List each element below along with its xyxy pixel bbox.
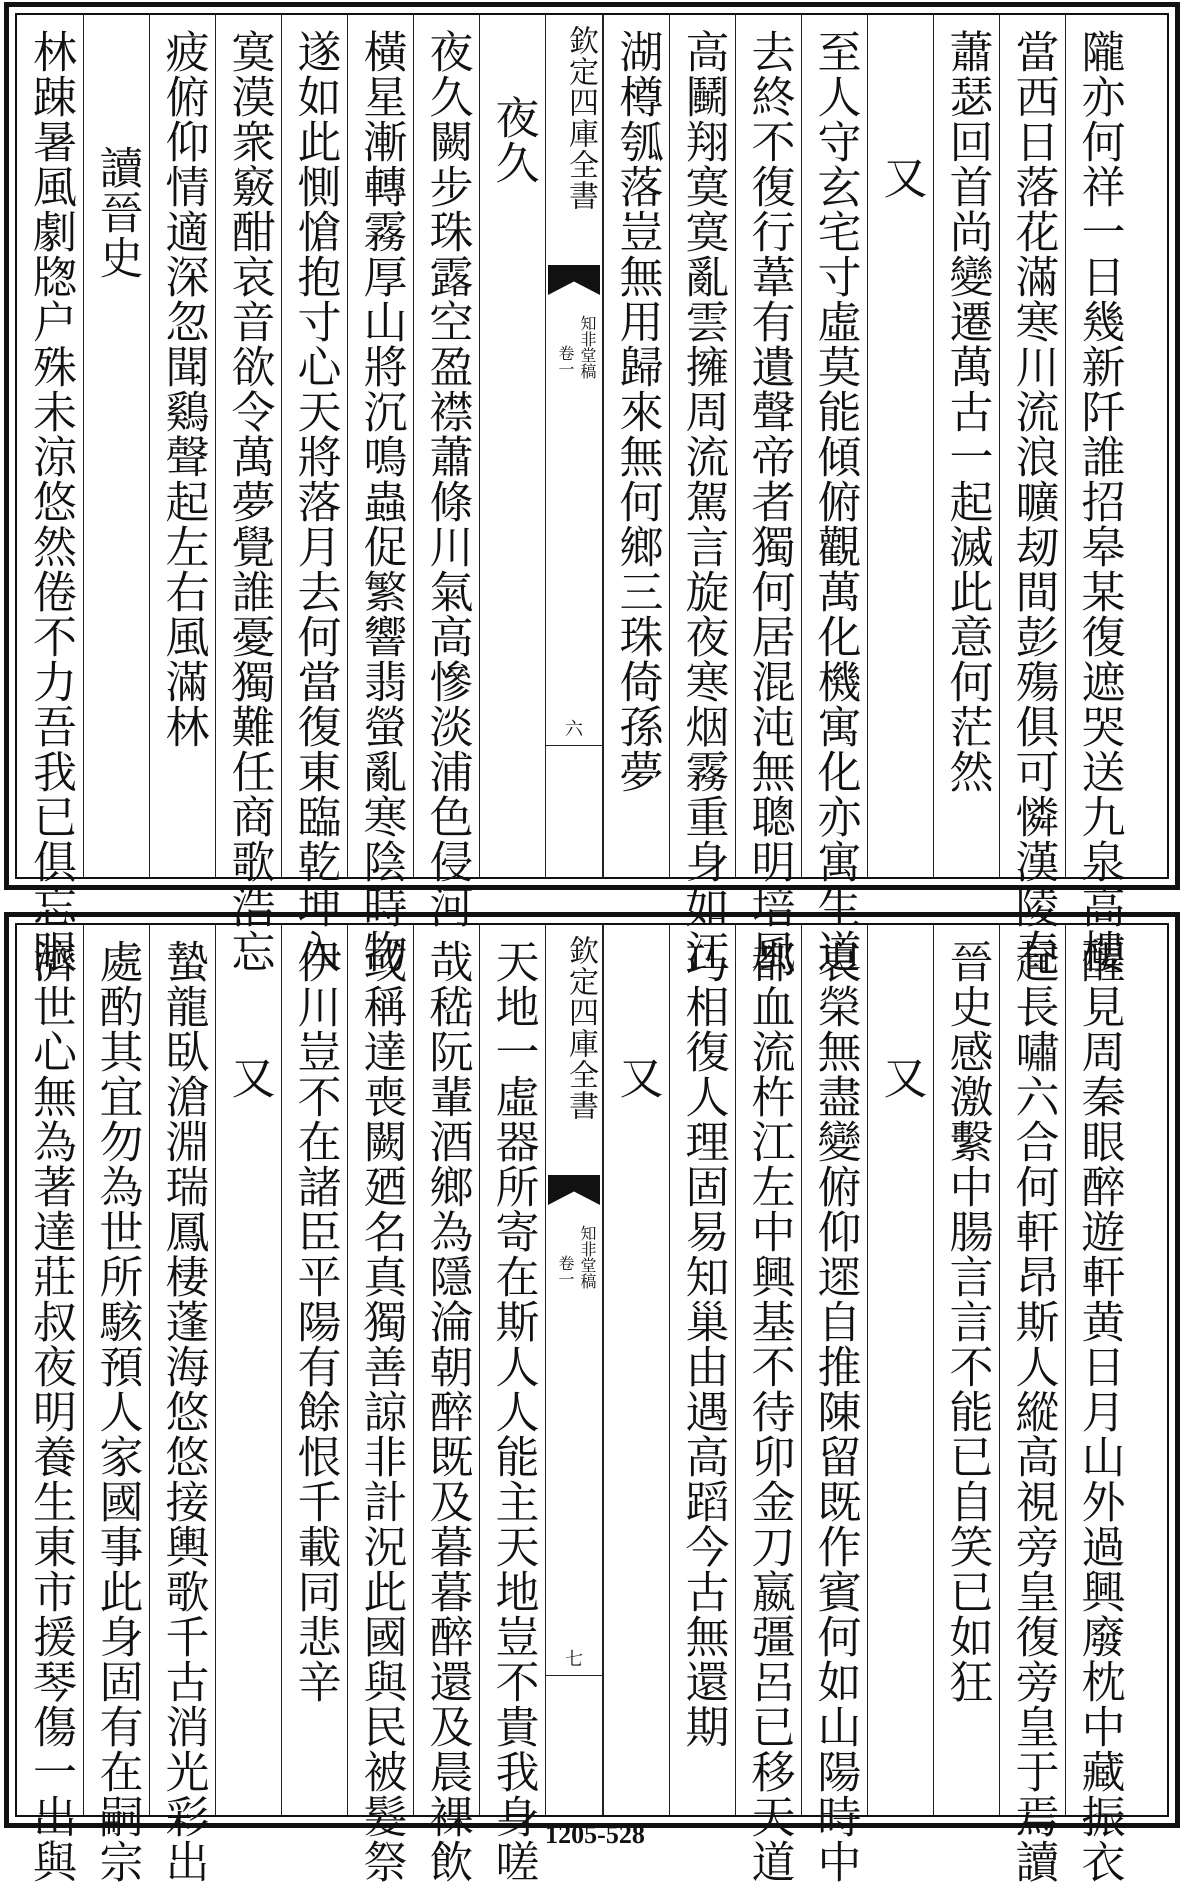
text-column [347,15,413,974]
spine-page-number: 六 [546,715,602,746]
column-text: 醒見周秦眼醉遊軒黄日月山外過興廢枕中藏振衣 [1073,939,1125,1884]
text-column [933,15,999,877]
fish-tail-mark [548,265,600,295]
text-column [735,15,801,974]
section-heading: 又 [611,1055,663,1100]
spine-title: 欽定四庫全書 [563,935,598,1121]
text-column [801,15,867,974]
text-column [281,15,347,974]
section-heading: 又 [875,1055,927,1100]
column-text: 或稱達喪闕廼名真獨善諒非計況此國與民被髮祭 [355,939,407,1884]
text-column [669,925,735,1815]
center-spine [545,925,603,1815]
fish-tail-mark [548,1175,600,1205]
text-column [1065,925,1131,1884]
text-column [933,925,999,1815]
text-column [479,15,545,877]
column-text: 湖樽瓠落豈無用歸來無何鄉三珠倚孫夢 [611,29,663,794]
text-column [83,15,149,877]
column-text: 天地一虛器所寄在斯人人能主天地豈不貴我身嗟 [487,939,539,1884]
text-column [669,15,735,974]
column-text: 濟世心無為著達莊叔夜明養生東市援琴傷一出與 [25,939,76,1884]
column-text: 蟄龍臥滄淵瑞鳳棲蓬海悠悠接輿歌千古消光彩出 [157,939,209,1884]
text-column [735,925,801,1884]
spine-title: 欽定四庫全書 [563,25,598,211]
column-text: 林踈暑風劇牎户殊未涼悠然倦不力吾我已俱忘眼 [25,29,76,974]
page-top [4,2,1180,974]
text-column [603,925,669,1815]
column-text: 高鬭翔寞寞亂雲擁周流駕言旋夜寒烟霧重身如江 [677,29,729,974]
column-text: 哀榮無盡變俯仰遝自推陳留既作賓何如山陽時中 [809,939,861,1884]
text-column [999,15,1065,974]
text-column [413,925,479,1884]
section-heading: 又 [223,1055,275,1100]
column-text: 巧相復人理固易知巢由遇高蹈今古無還期 [677,939,729,1749]
column-text: 哉嵇阮輩酒鄉為隱淪朝醉既及暮暮醉還及晨裸飲 [421,939,473,1884]
spine-subtitle: 知非堂稿 [578,315,597,379]
page-code-footer: 1205-528 [545,1820,645,1849]
text-column [603,15,669,877]
text-column [215,925,281,1815]
section-heading: 又 [875,155,927,200]
spine-volume: 卷一 [556,1255,575,1287]
column-text: 晉史感激繫中腸言言不能已自笑已如狂 [941,939,993,1704]
text-column [479,925,545,1884]
text-column [867,925,933,1815]
text-column [999,925,1065,1884]
text-column [1065,15,1131,974]
text-column [867,15,933,877]
center-spine [545,15,603,877]
text-column [17,15,83,974]
text-column [149,925,215,1884]
section-heading: 讀晉史 [91,145,143,280]
text-column [347,925,413,1884]
spine-volume: 卷一 [556,345,575,377]
column-text: 疲俯仰情適深忽聞鷄聲起左右風滿林 [157,29,209,749]
column-text: 伊川豈不在諸臣平陽有餘恨千載同悲辛 [289,939,341,1704]
text-column [83,925,149,1884]
column-text: 當西日落花滿寒川流浪曠刼間彭殤俱可憐漢陵春 [1007,29,1059,974]
column-text: 夜久闕步珠露空盈襟蕭條川氣高慘淡浦色侵河 [421,29,473,929]
text-column [149,15,215,877]
text-column [801,925,867,1884]
column-text: 橫星漸轉霧厚山將沉鳴蟲促繁響翡螢亂寒陰時物 [355,29,407,974]
spine-page-number: 七 [546,1645,602,1676]
section-heading: 夜久 [487,95,539,185]
text-column [281,925,347,1815]
column-text: 都血流杵江左中興基不待卯金刀嬴彊呂已移天道 [743,939,795,1884]
column-text: 至人守玄宅寸虛莫能傾俯觀萬化機寓化亦寓生道 [809,29,861,974]
text-column [413,15,479,929]
column-text: 蕭瑟回首尚變遷萬古一起滅此意何茫然 [941,29,993,794]
column-text: 遂如此惻愴抱寸心天將落月去何當復東臨乾坤入 [289,29,341,974]
spine-subtitle: 知非堂稿 [578,1225,597,1289]
column-text: 隴亦何祥一日幾新阡誰招皋某復遮哭送九泉高樓 [1073,29,1125,974]
text-column [17,925,83,1884]
column-text: 去終不復行葦有遺聲帝者獨何居混沌無聰明培風 [743,29,795,974]
column-text: 處酌其宜勿為世所駭預人家國事此身固有在嗣宗 [91,939,143,1884]
column-text: 寞漠衆竅酣哀音欲令萬夢覺誰憂獨難任商歌浩忘 [223,29,275,974]
column-text: 起長嘯六合何軒昂斯人縱高視旁皇復旁皇于焉讀 [1007,939,1059,1884]
page-top-body [17,15,1167,974]
text-column [215,15,281,974]
